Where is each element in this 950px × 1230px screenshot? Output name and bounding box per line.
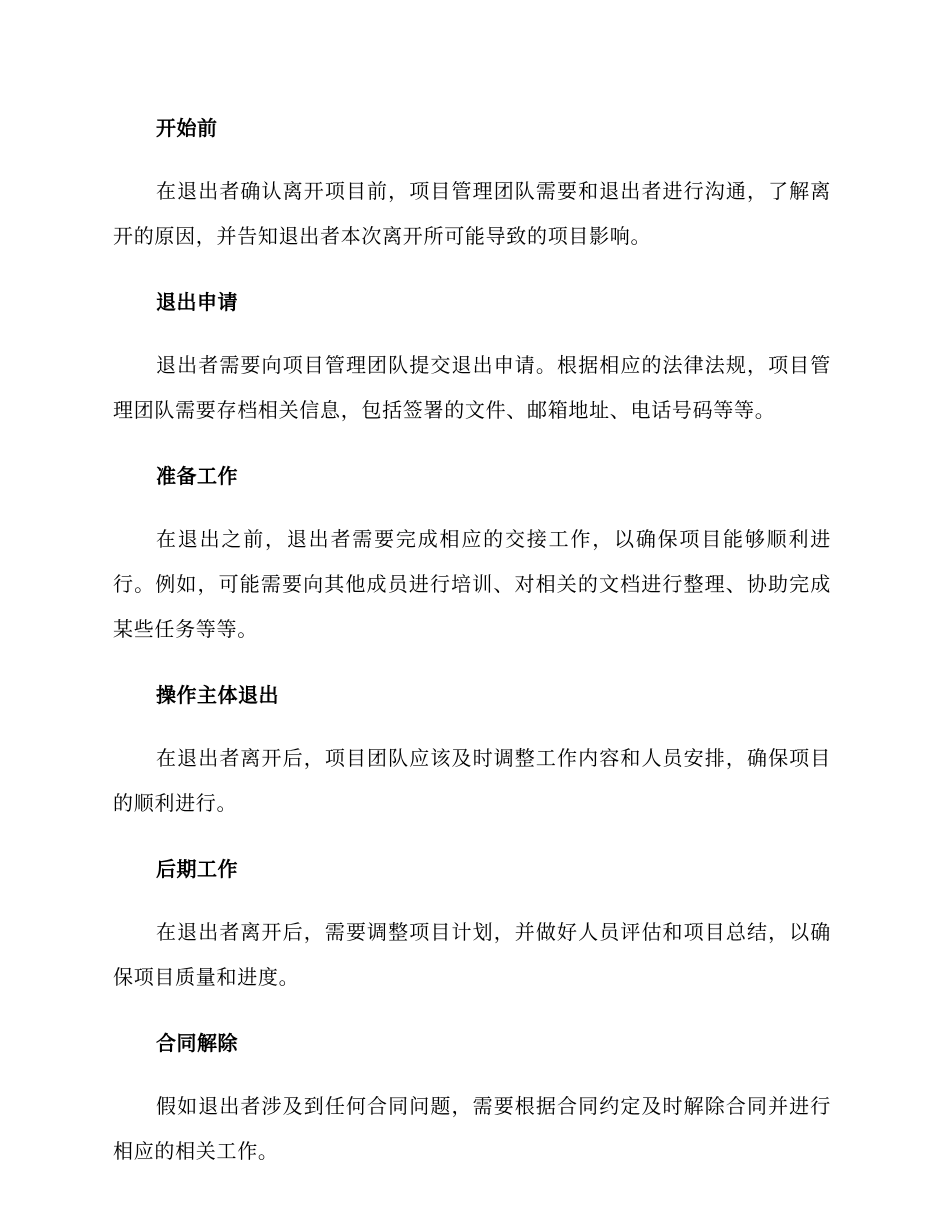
section-exit-application [113, 285, 831, 433]
section-follow-up [113, 852, 831, 1000]
section-main-exit [113, 678, 831, 826]
section-contract-termination [113, 1026, 831, 1174]
section-paragraph: 退出者需要向项目管理团队提交退出申请。根据相应的法律法规，项目管理团队需要存档相关信息，包括签署的文件、邮箱地址、电话号码等等。 [113, 353, 831, 422]
section-preparation [113, 459, 831, 652]
section-heading: 后期工作 [156, 857, 238, 881]
section-heading: 合同解除 [156, 1031, 238, 1055]
section-paragraph: 在退出之前，退出者需要完成相应的交接工作，以确保项目能够顺利进行。例如，可能需要向其他成员进行培训、对相关的文档进行整理、协助完成某些任务等等。 [113, 527, 831, 641]
section-heading: 开始前 [156, 116, 218, 140]
section-paragraph: 假如退出者涉及到任何合同问题，需要根据合同约定及时解除合同并进行相应的相关工作。 [113, 1094, 831, 1163]
section-heading: 准备工作 [156, 464, 238, 488]
section-paragraph: 在退出者离开后，需要调整项目计划，并做好人员评估和项目总结，以确保项目质量和进度。 [113, 920, 831, 989]
section-paragraph: 在退出者离开后，项目团队应该及时调整工作内容和人员安排，确保项目的顺利进行。 [113, 746, 831, 815]
section-heading: 操作主体退出 [156, 683, 279, 707]
document-page [113, 111, 831, 1174]
section-paragraph: 在退出者确认离开项目前，项目管理团队需要和退出者进行沟通，了解离开的原因，并告知退出者本次离开所可能导致的项目影响。 [113, 179, 831, 248]
section-heading: 退出申请 [156, 290, 238, 314]
section-before-start [113, 111, 831, 259]
